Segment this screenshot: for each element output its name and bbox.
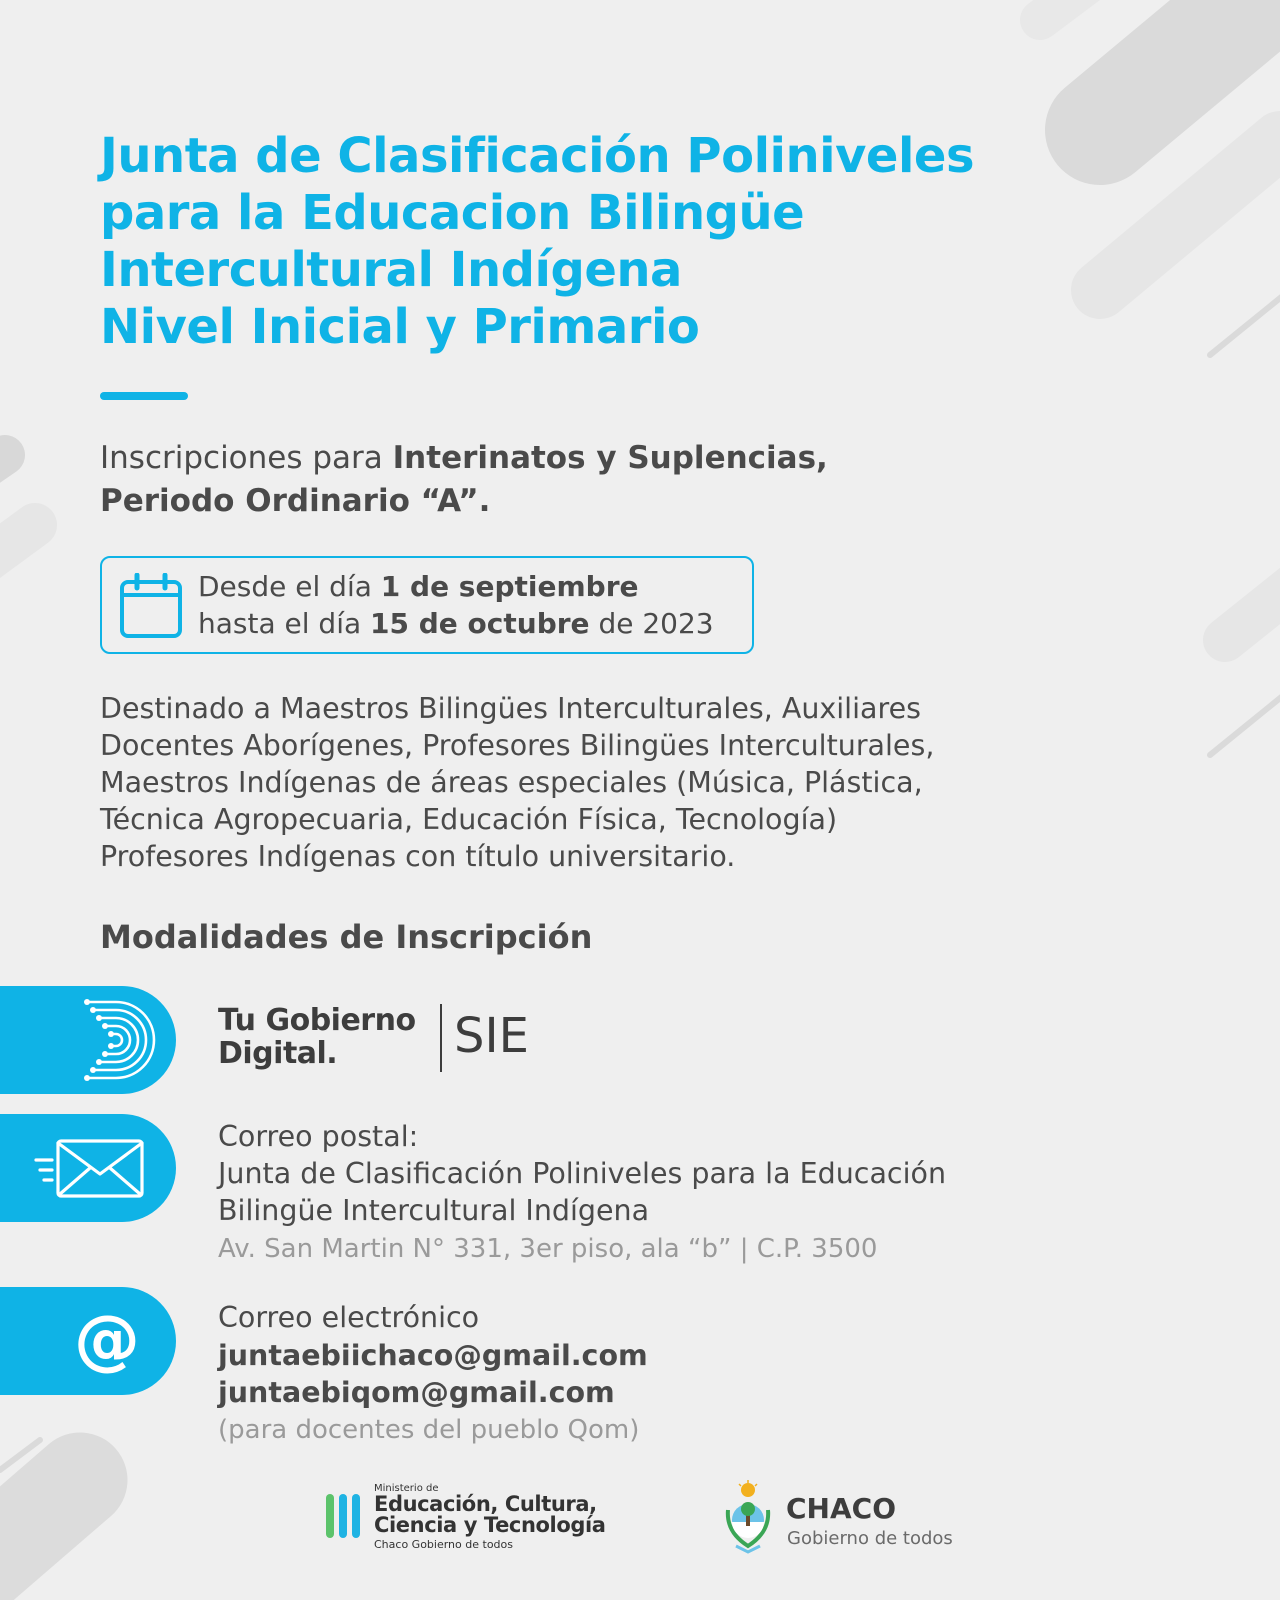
postal-label: Correo postal:: [218, 1120, 419, 1153]
postal-line2: Bilingüe Intercultural Indígena: [218, 1194, 650, 1227]
title-line: Junta de Clasificación Poliniveles: [100, 128, 975, 184]
chaco-logo: [722, 1480, 982, 1556]
tgd-brand-line2: Digital.: [218, 1036, 338, 1071]
chaco-name: CHACO: [786, 1492, 897, 1525]
ministry-name-line2: Ciencia y Tecnología: [374, 1513, 606, 1537]
registration-dates: [198, 568, 714, 642]
audience-description: [100, 690, 1060, 875]
audience-line: Destinado a Maestros Bilingües Interculturales, Auxiliares: [100, 692, 921, 725]
intro-emphasis: Interinatos y Suplencias,: [392, 440, 828, 476]
intro-period: Periodo Ordinario “A”.: [100, 483, 491, 519]
email-pill: [0, 1287, 176, 1395]
svg-text:@: @: [74, 1305, 140, 1378]
ministry-subtitle: Chaco Gobierno de todos: [374, 1538, 513, 1551]
postal-line1: Junta de Clasificación Poliniveles para la Educación: [218, 1157, 947, 1190]
chaco-tagline: Gobierno de todos: [787, 1528, 953, 1549]
email-address-2[interactable]: juntaebiqom@gmail.com: [218, 1376, 615, 1409]
page-title: [100, 128, 1100, 356]
at-sign-icon: [70, 1305, 144, 1379]
title-underline: [100, 392, 188, 400]
tgd-brand-line1: Tu Gobierno: [218, 1003, 416, 1038]
date-from-prefix: Desde el día: [198, 570, 381, 603]
ministry-name-line1: Educación, Cultura,: [374, 1492, 597, 1516]
registration-dates-box: [100, 556, 754, 654]
audience-line: Maestros Indígenas de áreas especiales (Música, Plástica,: [100, 766, 923, 799]
tgd-brand: [218, 1004, 416, 1070]
ministry-small-label: Ministerio de: [374, 1483, 439, 1494]
title-line: Intercultural Indígena: [100, 242, 682, 298]
digital-fingerprint-icon: [76, 994, 158, 1086]
modalities-heading: Modalidades de Inscripción: [100, 918, 593, 956]
date-from: 1 de septiembre: [380, 570, 639, 603]
ministry-name: [374, 1494, 606, 1536]
email-address-2-note: (para docentes del pueblo Qom): [218, 1414, 640, 1445]
chaco-seal-icon: [722, 1480, 774, 1554]
envelope-icon: [34, 1138, 146, 1200]
postal-mail-info: [218, 1118, 946, 1269]
title-line: para la Educacion Bilingüe: [100, 185, 805, 241]
email-info: [218, 1299, 648, 1449]
date-year: de 2023: [589, 607, 714, 640]
sie-label: SIE: [454, 1008, 529, 1064]
title-line: Nivel Inicial y Primario: [100, 299, 700, 355]
intro-prefix: Inscripciones para: [100, 440, 393, 476]
registration-intro: [100, 437, 828, 523]
email-label: Correo electrónico: [218, 1301, 480, 1334]
digital-pill: [0, 986, 176, 1094]
postal-pill: [0, 1114, 176, 1222]
email-address-1[interactable]: juntaebiichaco@gmail.com: [218, 1338, 648, 1372]
date-to: 15 de octubre: [370, 607, 590, 640]
tu-gobierno-digital-logo: [218, 1004, 528, 1080]
ministry-bars-icon: [326, 1494, 362, 1538]
postal-address: Av. San Martin N° 331, 3er piso, ala “b” | C.P. 3500: [218, 1234, 878, 1264]
audience-line: Profesores Indígenas con título universitario.: [100, 840, 736, 873]
audience-line: Docentes Aborígenes, Profesores Bilingües Interculturales,: [100, 729, 935, 762]
logo-divider: [440, 1004, 442, 1072]
calendar-icon: [119, 573, 183, 639]
date-to-prefix: hasta el día: [198, 607, 371, 640]
audience-line: Técnica Agropecuaria, Educación Física, Tecnología): [100, 803, 838, 836]
ministry-logo: [326, 1480, 626, 1552]
